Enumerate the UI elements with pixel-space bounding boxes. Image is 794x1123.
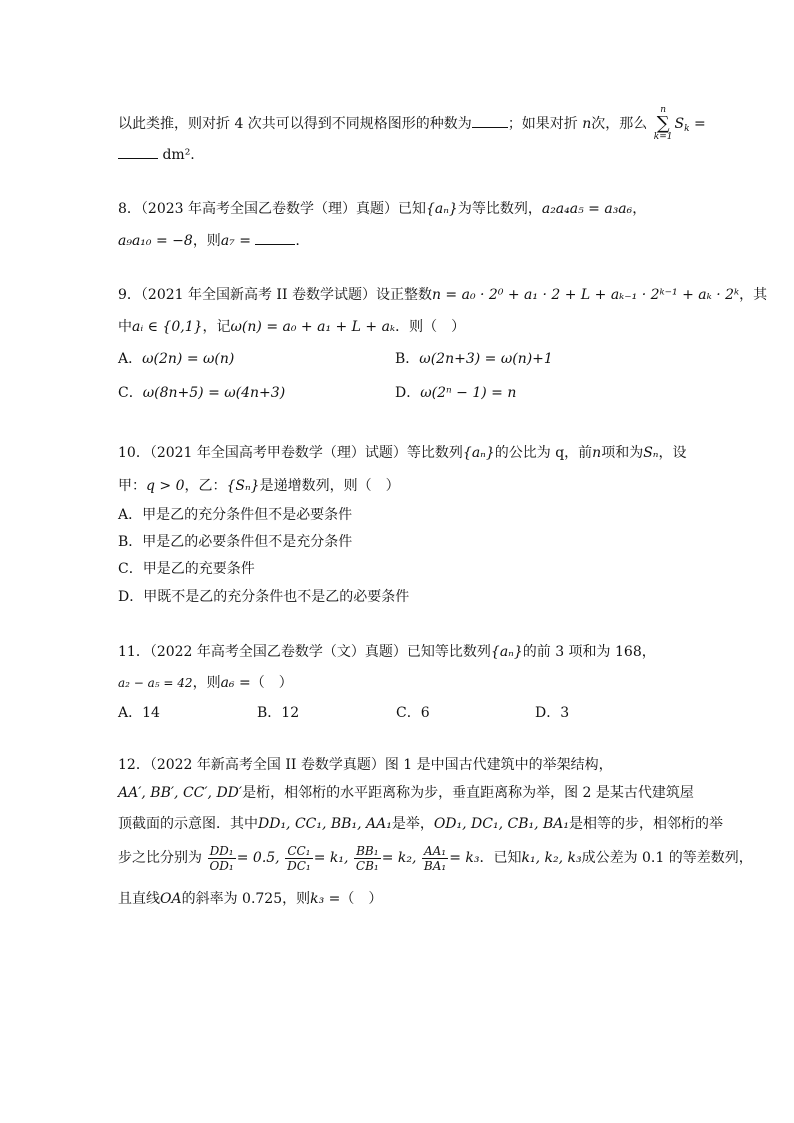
q12-line5 [118, 890, 382, 908]
q10-option-c: C．甲是乙的充要条件 [118, 561, 255, 577]
answer-blank [255, 232, 295, 245]
q12-vars2: OD₁, DC₁, CB₁, BA₁ [433, 816, 570, 832]
q8-then: ，则 [192, 233, 221, 249]
q11-line2 [118, 674, 293, 692]
q9-option-b [395, 350, 553, 368]
q10-cond1: q > 0 [146, 478, 185, 494]
fraction-4 [422, 844, 448, 873]
q12-line2 [118, 784, 694, 802]
q11-option-b: B．12 [257, 705, 300, 721]
q11-option-c: C．6 [396, 705, 430, 721]
q12-line1: 12．（2022 年新高考全国 II 卷数学真题）图 1 是中国古代建筑中的举架结构， [118, 757, 613, 773]
fraction-den: CB₁ [355, 858, 379, 873]
q10-line1 [118, 444, 686, 462]
q11-prefix: 11．（2022 年高考全国乙卷数学（文）真题）已知等比数列 [118, 644, 491, 660]
q8-cond1: a₂a₄a₅ = a₃a₆ [541, 201, 633, 217]
q11-text: ，则 [192, 675, 221, 691]
q12-text: 顶截面的示意图．其中 [118, 816, 258, 832]
q10-text: 的公比为 q，前 [494, 445, 593, 461]
option-label: B． [395, 351, 420, 367]
fraction-val: = 0.5, [236, 850, 280, 866]
q10-sn: Sₙ [643, 445, 659, 461]
q12-vars: AA′, BB′, CC′, DD′ [118, 785, 243, 801]
q9-option-d [395, 384, 516, 402]
option-expr: ω(2ⁿ − 1) = n [420, 385, 517, 401]
fraction-num: AA₁ [423, 843, 447, 858]
option-label: A． [118, 351, 143, 367]
q10-seq: {aₙ} [462, 445, 495, 461]
q12-ask: k₃ = [310, 891, 341, 907]
fraction-val: = k₃ [449, 850, 480, 866]
q8-comma: ， [632, 201, 647, 217]
fraction-1 [207, 844, 235, 873]
q10-option-b: B．甲是乙的必要条件但不是充分条件 [118, 534, 353, 550]
fraction-den: DC₁ [287, 858, 311, 873]
q12-text: 是举， [391, 816, 434, 832]
fraction-3 [354, 844, 381, 873]
q10-text: 甲： [118, 478, 146, 494]
q8-line1 [118, 200, 646, 218]
fraction-den: OD₁ [209, 858, 234, 873]
sum-lower: k=1 [653, 132, 673, 142]
q9-line2 [118, 318, 465, 336]
q11-option-a: A．14 [118, 705, 160, 721]
q12-text: 是桁，相邻桁的水平距离称为步，垂直距离称为举，图 2 是某古代建筑屋 [242, 785, 694, 801]
q7-text-mid: ；如果对折 [507, 116, 578, 132]
fraction-num: DD₁ [209, 843, 234, 858]
q12-ks: k₁, k₂, k₃ [521, 850, 582, 866]
q7-var-n: n [582, 116, 592, 132]
q12-text: ．已知 [479, 850, 522, 866]
q7-line1 [118, 106, 706, 142]
q9-omega: ω(n) = a₀ + a₁ + L + aₖ [230, 319, 396, 335]
q9-cond: aᵢ ∈ {0,1} [132, 319, 203, 335]
q12-text: 步之比分别为 [118, 850, 202, 866]
q10-option-d: D．甲既不是乙的充分条件也不是乙的必要条件 [118, 589, 410, 605]
q9-option-c [118, 384, 285, 402]
sum-eq: = [689, 116, 706, 132]
q10-text: 是递增数列，则（ ） [259, 478, 400, 494]
fraction-val: = k₁, [313, 850, 349, 866]
fraction-val: = k₂, [381, 850, 417, 866]
q11-cond: a₂ − a₅ = 42 [118, 676, 193, 690]
q10-option-a: A．甲是乙的充分条件但不是必要条件 [118, 507, 353, 523]
q7-unit: dm². [162, 147, 195, 163]
q12-text: 成公差为 0.1 的等差数列， [581, 850, 753, 866]
q10-n: n [592, 445, 602, 461]
answer-blank [118, 146, 158, 159]
sum-upper: n [660, 105, 667, 115]
q9-option-a [118, 350, 234, 368]
q10-line2 [118, 477, 400, 495]
option-expr: ω(2n) = ω(n) [142, 351, 235, 367]
q11-suffix: 的前 3 项和为 168， [522, 644, 656, 660]
q10-text: ，设 [658, 445, 687, 461]
q11-option-d: D．3 [535, 705, 570, 721]
q9-line1 [118, 286, 767, 304]
q9-formula: n = a₀ · 2⁰ + a₁ · 2 + L + aₖ₋₁ · 2ᵏ⁻¹ + aₖ · 2ᵏ [431, 287, 740, 303]
q11-ask: a₆ = [220, 675, 251, 691]
q9-text: ．则（ ） [395, 319, 466, 335]
q11-text: （ ） [250, 675, 293, 691]
q10-text: ，乙： [184, 478, 227, 494]
q7-text-tail: 次，那么 [591, 116, 648, 132]
q9-text: ，记 [202, 319, 231, 335]
q8-cond2: a₉a₁₀ = −8 [118, 233, 193, 249]
q8-prefix: 8．（2023 年高考全国乙卷数学（理）真题）已知 [118, 201, 426, 217]
summation [654, 106, 673, 142]
q7-text: 以此类推，则对折 4 次共可以得到不同规格图形的种数为 [118, 116, 472, 132]
q12-text: 是相等的步，相邻桁的举 [569, 816, 724, 832]
answer-blank [472, 115, 508, 128]
q12-text: 且直线 [118, 891, 160, 907]
q12-text: 的斜率为 0.725，则 [181, 891, 311, 907]
option-expr: ω(8n+5) = ω(4n+3) [142, 385, 286, 401]
q8-mid: 为等比数列， [457, 201, 542, 217]
q9-suffix: ，其 [739, 287, 768, 303]
q9-text: 中 [118, 319, 132, 335]
fraction-num: CC₁ [287, 843, 311, 858]
option-label: C． [118, 385, 143, 401]
q11-line1 [118, 643, 656, 661]
fraction-den: BA₁ [423, 858, 447, 873]
q10-cond2: {Sₙ} [226, 478, 260, 494]
q12-line4 [118, 843, 753, 873]
q10-text: 项和为 [601, 445, 644, 461]
q12-text: （ ） [340, 891, 383, 907]
sum-term-sub: k [684, 124, 690, 134]
q12-vars1: DD₁, CC₁, BB₁, AA₁ [258, 816, 392, 832]
q10-prefix: 10．（2021 年全国高考甲卷数学（理）试题）等比数列 [118, 445, 463, 461]
q8-ask: a₇ = [220, 233, 251, 249]
q9-prefix: 9．（2021 年全国新高考 II 卷数学试题）设正整数 [118, 287, 432, 303]
q12-oa: OA [160, 891, 182, 907]
q7-line2 [118, 146, 195, 164]
q8-line2 [118, 232, 300, 250]
q8-end: . [295, 233, 300, 249]
option-label: D． [395, 385, 421, 401]
fraction-2 [285, 844, 313, 873]
sigma-symbol: ∑ [656, 113, 670, 134]
fraction-num: BB₁ [356, 843, 379, 858]
option-expr: ω(2n+3) = ω(n)+1 [419, 351, 553, 367]
q8-seq: {aₙ} [426, 201, 458, 217]
q12-line3 [118, 815, 723, 833]
sum-term: S [674, 116, 685, 132]
q11-seq: {aₙ} [490, 644, 523, 660]
